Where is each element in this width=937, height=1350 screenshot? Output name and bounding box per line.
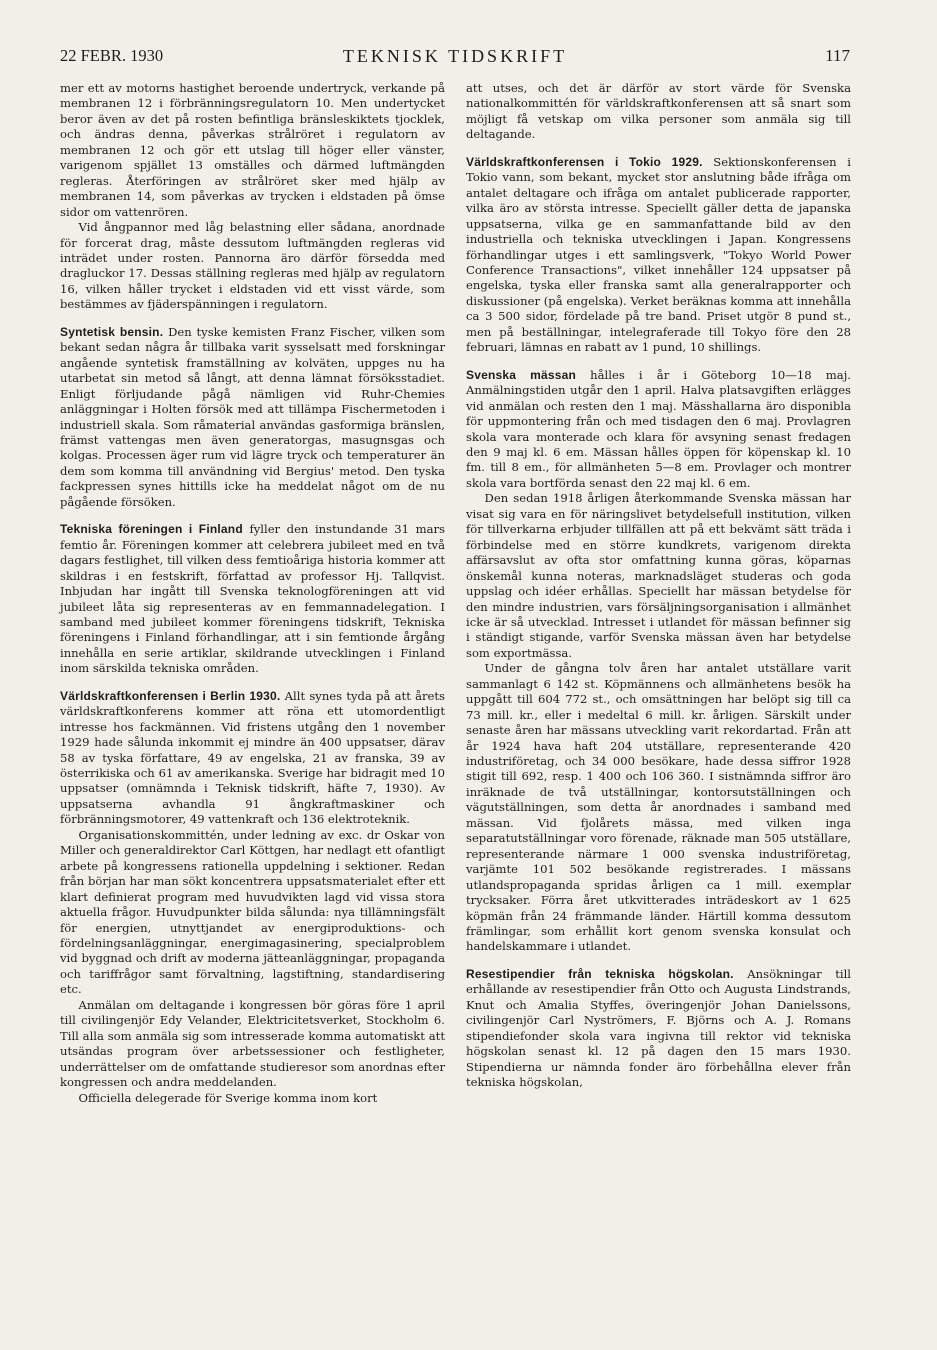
page-number: 117 [825,46,850,65]
article-text: Sektionskonferensen i Tokio vann, som bekant, mycket stor anslutning både ifråga om antalet deltagare och ifråga om antalet publicerade rapporter, vilka äro av största intresse. Speciellt gäller detta de japanska uppsatserna, vilka ge en sammanfattande bild av den industriella och tekniska utvecklingen i Japan. Kongressens förhandlingar utges i ett samlingsverk, "Tokyo World Power Conference Transactions", vilket innehåller 124 uppsatser på engelska, tyska eller franska samt alla generalrapporter och diskussioner (på engelska). Verket beräknas komma att innehålla ca 3 500 sidor, fördelade på tre band. Priset utgör 8 pund st., men på beställningar, intelegraferade till Tokyo före den 28 februari, lämnas en rabatt av 1 pund, 10 shillings. [466,154,852,355]
paragraph: mer ett av motorns hastighet beroende undertryck, verkande på membranen 12 i förbränningsregulatorn 10. Men undertycket beror även av det på rosten befintliga bränsleskiktets tjocklek, och ändras denna, påverkas strålröret i regulatorn av membranen 12 och gör ett utslag till höger eller vänster, varigenom spjället 13 omställes och därmed luftmängden regleras. Återföringen av strålröret sker med hjälp av membranen 14, som påverkas av trycken i eldstaden på ömse sidor om vattenrören. [60,81,445,219]
paragraph: Organisationskommittén, under ledning av exc. dr Oskar von Miller och generaldirektor Carl Köttgen, har nedlagt ett ofantligt arbete på kongressens rationella uppdelning i sektioner. Redan från början har man sökt koncentrera uppsatsmaterialet efter ett klart definierat program med huvudvikten lagd vid vissa stora aktuella frågor. Huvudpunkter bilda sålunda: nya tillämningsfält för energien, utnyttjandet av energiproduktions- och fördelningsanläggningar, energimagasinering, specialproblem vid byggnad och drift av moderna jätteanläggningar, propaganda och tariffrågor samt förvaltning, lagstiftning, standardisering etc. [60,827,445,997]
article-heading: Syntetisk bensin. [60,324,164,339]
running-header [60,46,850,72]
article-heading: Världskraftkonferensen i Berlin 1930. [60,688,281,703]
right-column [466,81,851,1091]
article-heading: Världskraftkonferensen i Tokio 1929. [466,154,703,169]
article-heading: Tekniska föreningen i Finland [60,522,243,537]
left-column [60,81,445,1106]
paragraph: Under de gångna tolv åren har antalet utställare varit sammanlagt 6 142 st. Köpmännens och allmänhetens besök ha uppgått till 604 772 st., och omsättningen har belöpt sig till ca 73 mill. kr., eller i medeltal 6 mill. kr. årligen. Särskilt under senaste åren har mässans utveckling varit rekordartad. Från att år 1924 hava haft 204 utställare, representerande 420 industriföretag, och 34 000 besökare, hade dessa siffror 1928 stigit till 692, resp. 1 400 och 106 360. I sistnämnda siffror äro inräknade de två utställningar, kontorsutställningen och vägutställningen, som detta år anordnades i samband med mässan. Vid fjolårets mässa, med vilken inga separatutställningar voro förenade, räknade man 505 utställare, representerande närmare 1 000 svenska industriföretag, varjämte 101 502 besökande registrerades. I mässans utlandspropaganda spridas årligen ca 1 mill. exemplar trycksaker. Förra året utkvitterades inträdeskort av 1 625 köpmän från 24 främmande länder. Härtill komma dessutom främlingar, som erhållit kort genom svenska konsulat och handelskammare i utlandet. [466,661,851,954]
paragraph: Den sedan 1918 årligen återkommande Svenska mässan har visat sig vara en för näringslivet betydelsefull institution, vilken för tillverkarna erbjuder tillfällen att på ett bekvämt sätt träda i förbindelse med en större kundkrets, varigenom direkta affärsavslut av ofta stor omfattning kunna göras, köparnas önskemål kunna noteras, marknadsläget studeras och goda uppslag och idéer erhållas. Speciellt har mässan betydelse för den mindre industrien, vars försäljningsorganisation i allmänhet icke är så utvecklad. Intresset i utlandet för mässan befinner sig i ständigt stigande, varför Svenska mässan även har betydelse som exportmässa. [466,491,851,660]
paragraph: Anmälan om deltagande i kongressen bör göras före 1 april till civilingenjör Edy Velander, Elektricitetsverket, Stockholm 6. Till alla som anmäla sig som intresserade komma automatiskt att utsändas program över arbetssessioner och festligheter, underrättelser om de omfattande studieresor som anordnas efter kongressen och andra meddelanden. [60,997,445,1090]
article-heading: Resestipendier från tekniska högskolan. [466,966,734,981]
paragraph: Vid ångpannor med låg belastning eller sådana, anordnade för forcerat drag, måste dessutom luftmängden regleras vid inträdet under rosten. Pannorna äro därför försedda med dragluckor 17. Dessas ställning regleras med hjälp av regulatorn 16, vilken håller trycket i eldstaden vid ett visst värde, som bestämmes av fjäderspänningen i regulatorn. [60,220,445,312]
article-heading: Svenska mässan [466,367,577,382]
article-text: hålles i år i Göteborg 10—18 maj. Anmälningstiden utgår den 1 april. Halva platsavgiften erlägges vid anmälan och resten den 1 maj. Mässhallarna äro disponibla för uppmontering från och med tisdagen den 6 maj. Provlagren skola vara monterade och klara för avsyning senast fredagen den 9 maj kl. 6 em. Mässan hålles öppen för köpenskap kl. 10 fm. till 8 em., för allmänheten 5—8 em. Provlager och montrer skola vara bortförda senast den 22 maj kl. 6 em. [466,367,851,490]
article-text: Den tyske kemisten Franz Fischer, vilken som bekant sedan några år tillbaka varit sysselsatt med forskningar angående syntetisk framställning av kolväten, uppges nu ha utarbetat sin metod så långt, att denna lämnat försöksstadiet. Enligt förljudande pågå nämligen vid Ruhr-Chemies anläggningar i Holten försök med att tillämpa Fischermetoden i industriell skala. Som råmaterial användas gasformiga bränslen, främst vattengas men även generatorgas, masugnsgas och kolgas. Processen äger rum vid lägre tryck och temperaturer än dem som komma till användning vid Bergius' metod. Den tyska fackpressen synes hittills icke ha meddelat något om de nu pågående försöken. [60,324,445,509]
issue-date: 22 FEBR. 1930 [60,46,164,65]
journal-title: TEKNISK TIDSKRIFT [342,46,568,66]
article-text: fyller den instundande 31 mars femtio år. Föreningen kommer att celebrera jubileet med en två dagars festlighet, till vilken dess femtioåriga historia kommer att skildras i en festskrift, författad av professor Hj. Tallqvist. Inbjudan har ingått till Svenska teknologföreningen att vid jubileet låta sig representeras av en femmannadelegation. I samband med jubileet kommer föreningens tidskrift, Tekniska föreningens i Finland förhandlingar, att i sin femtionde årgång innehålla en serie artiklar, skildrande utvecklingen i Finland inom särskilda tekniska områden. [60,522,446,676]
article-text: Allt synes tyda på att årets världskraftkonferens kommer att röna ett utomordentligt intresse hos fackmännen. Vid fristens utgång den 1 november 1929 hade sålunda inkommit ej mindre än 400 uppsatser, därav 58 av tyska författare, 49 av engelska, 21 av franska, 39 av österrikiska och 61 av amerikanska. Sverige har bidragit med 10 uppsatser (omnämnda i Teknisk tidskrift, häfte 7, 1930). Av uppsatserna avhandla 91 ångkraftmaskiner och förbränningsmotorer, 49 vattenkraft och 136 elektroteknik. [60,688,446,827]
paragraph: att utses, och det är därför av stort värde för Svenska nationalkommittén för världskraftkonferensen att så snart som möjligt få vetskap om vilka personer som anmäla sig till deltagande. [466,81,851,142]
article-text: Ansökningar till erhållande av resestipendier från Otto och Augusta Lindstrands, Knut och Amalia Styffes, överingenjör Johan Danielssons, civilingenjör Carl Nyströmers, F. Björns och A. J. Romans stipendiefonder skola vara ingivna till rektor vid tekniska högskolan senast kl. 12 på dagen den 15 mars 1930. Stipendierna ur nämnda fonder äro förbehållna elever från tekniska högskolan, [466,966,852,1090]
paragraph: Officiella delegerade för Sverige komma inom kort [78,1090,378,1105]
